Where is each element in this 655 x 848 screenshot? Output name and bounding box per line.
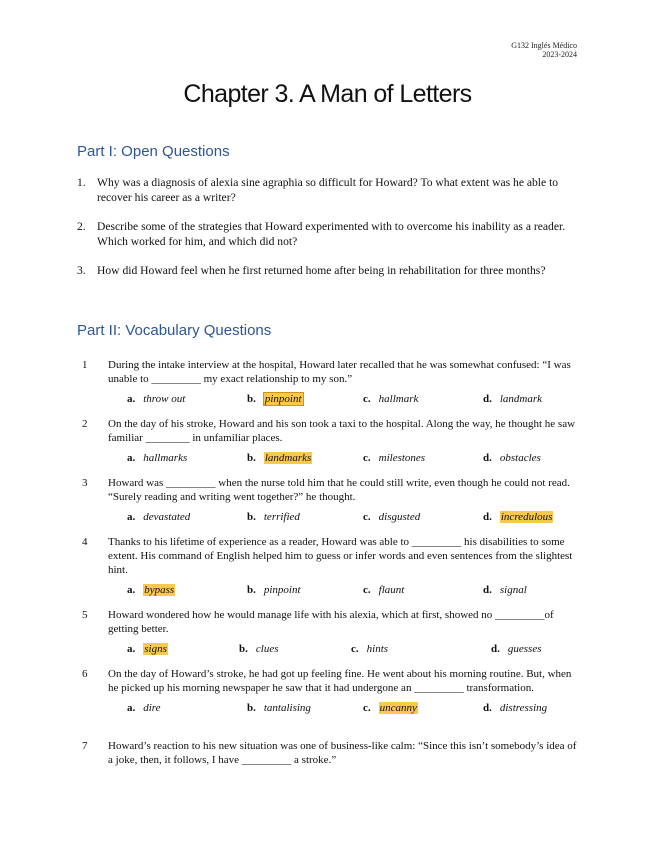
question-number: 7 (82, 740, 88, 752)
question-number: 3. (77, 264, 86, 277)
document-header (511, 41, 577, 59)
option-word: hints (366, 643, 389, 655)
answer-options (82, 393, 578, 409)
option-word: disgusted (378, 511, 421, 523)
option-b[interactable]: b. clues (239, 643, 279, 655)
question-number: 2 (82, 418, 88, 430)
question-number: 1 (82, 359, 88, 371)
option-word-highlighted: bypass (144, 584, 175, 596)
question-text: Why was a diagnosis of alexia sine agraphia so difficult for Howard? To what extent was he able to recover his career as a writer? (97, 176, 559, 204)
option-c[interactable]: c. flaunt (363, 584, 405, 596)
option-c[interactable]: c. uncanny (363, 702, 417, 714)
option-word: clues (255, 643, 279, 655)
option-word-highlighted: uncanny (379, 702, 417, 714)
vocab-question-stem (82, 417, 578, 445)
question-number: 4 (82, 536, 88, 548)
option-b[interactable]: b. pinpoint (247, 393, 302, 405)
option-b[interactable]: b. terrified (247, 511, 300, 523)
option-b[interactable]: b. tantalising (247, 702, 311, 714)
vocab-question (82, 535, 578, 600)
open-question (77, 264, 579, 279)
question-number: 2. (77, 220, 86, 233)
option-word-highlighted: signs (144, 643, 167, 655)
vocab-question-stem (82, 667, 578, 695)
answer-options (82, 452, 578, 468)
vocab-question (82, 667, 578, 718)
option-word: milestones (378, 452, 426, 464)
option-word: devastated (143, 511, 191, 523)
option-word: tantalising (263, 702, 311, 714)
option-a[interactable]: a. hallmarks (127, 452, 188, 464)
option-word: flaunt (378, 584, 405, 596)
option-b[interactable]: b. pinpoint (247, 584, 301, 596)
option-c[interactable]: c. milestones (363, 452, 426, 464)
vocab-question (82, 417, 578, 468)
vocab-question-stem (82, 535, 578, 577)
option-c[interactable]: c. hallmark (363, 393, 419, 405)
option-word: pinpoint (263, 584, 301, 596)
option-a[interactable]: a. bypass (127, 584, 175, 596)
answer-options (82, 511, 578, 527)
part1-heading: Part I: Open Questions (77, 143, 230, 160)
open-questions-list (77, 176, 579, 294)
vocab-question (82, 358, 578, 409)
answer-options (82, 584, 578, 600)
option-b[interactable]: b. landmarks (247, 452, 312, 464)
option-d[interactable]: d. landmark (483, 393, 543, 405)
option-word-highlighted: incredulous (500, 511, 553, 523)
page-title: Chapter 3. A Man of Letters (183, 80, 472, 108)
option-a[interactable]: a. dire (127, 702, 161, 714)
option-word: signal (499, 584, 527, 596)
question-text: Howard’s reaction to his new situation was one of business-like calm: “Since this isn’t somebody’s idea of a joke, then, it follows, I have _________ a stroke.” (108, 740, 577, 766)
option-a[interactable]: a. throw out (127, 393, 186, 405)
option-d[interactable]: d. obstacles (483, 452, 541, 464)
option-d[interactable]: d. guesses (491, 643, 542, 655)
answer-options (82, 702, 578, 718)
question-number: 1. (77, 176, 86, 189)
question-text: Thanks to his lifetime of experience as a reader, Howard was able to _________ his disabilities to some extent. His command of English helped him to guess or infer words and even sentences from the slightest hint. (108, 536, 573, 576)
option-word: hallmarks (143, 452, 188, 464)
vocab-question (82, 476, 578, 527)
vocab-question-stem (82, 476, 578, 504)
part2-heading: Part II: Vocabulary Questions (77, 322, 272, 339)
open-question (77, 176, 579, 205)
answer-options (82, 643, 578, 659)
vocab-question (82, 739, 578, 767)
question-text: Howard was _________ when the nurse told him that he could still write, even though he could not read. “Surely reading and writing went together?” he thought. (108, 477, 570, 503)
option-word: landmark (499, 393, 543, 405)
question-text: How did Howard feel when he first returned home after being in rehabilitation for three months? (97, 264, 546, 277)
option-d[interactable]: d. distressing (483, 702, 548, 714)
option-word: dire (143, 702, 161, 714)
option-word: obstacles (499, 452, 541, 464)
option-a[interactable]: a. devastated (127, 511, 191, 523)
option-word: hallmark (378, 393, 419, 405)
academic-year: 2023-2024 (542, 50, 577, 59)
option-d[interactable]: d. signal (483, 584, 527, 596)
vocab-question-stem (82, 358, 578, 386)
option-word-highlighted: pinpoint (264, 393, 302, 405)
option-d[interactable]: d. incredulous (483, 511, 553, 523)
vocab-question (82, 608, 578, 659)
option-c[interactable]: c. hints (351, 643, 389, 655)
question-text: On the day of his stroke, Howard and his son took a taxi to the hospital. Along the way, he thought he saw familiar ________ in unfamiliar places. (108, 418, 576, 444)
open-question (77, 220, 579, 249)
question-text: Howard wondered how he would manage life with his alexia, which at first, showed no _________of getting better. (108, 609, 554, 635)
option-word-highlighted: landmarks (264, 452, 312, 464)
question-number: 3 (82, 477, 88, 489)
vocab-question-stem (82, 739, 578, 767)
question-number: 6 (82, 668, 88, 680)
question-text: During the intake interview at the hospital, Howard later recalled that he was somewhat confused: “I was unable to _________ my exact relationship to my son.” (108, 359, 571, 385)
option-c[interactable]: c. disgusted (363, 511, 421, 523)
question-number: 5 (82, 609, 88, 621)
question-text: On the day of Howard’s stroke, he had got up feeling fine. He went about his morning routine. But, when he picked up his morning newspaper he saw that it had undergone an _________ transformation. (108, 668, 572, 694)
question-text: Describe some of the strategies that Howard experimented with to overcome his inability as a reader. Which worked for him, and which did not? (97, 220, 566, 248)
option-word: throw out (143, 393, 186, 405)
option-word: distressing (499, 702, 548, 714)
course-name: G132 Inglés Médico (511, 41, 577, 50)
vocab-question-stem (82, 608, 578, 636)
option-word: terrified (263, 511, 300, 523)
option-a[interactable]: a. signs (127, 643, 167, 655)
option-word: guesses (507, 643, 542, 655)
